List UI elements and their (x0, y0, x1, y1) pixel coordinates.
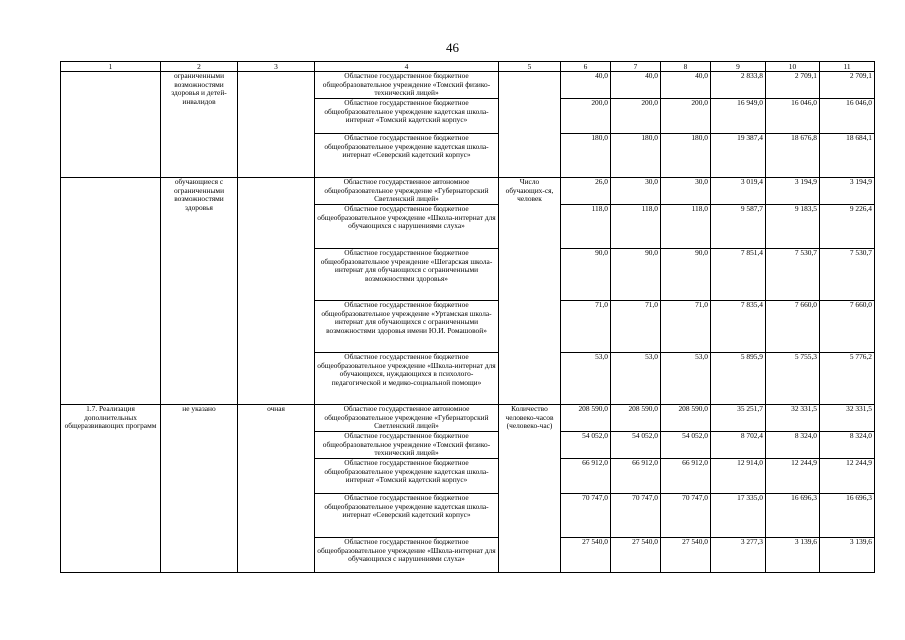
cell-value: 30,0 (611, 178, 661, 205)
column-header: 7 (611, 62, 661, 72)
cell-value: 18 676,8 (766, 134, 820, 178)
cell-value: 35 251,7 (711, 405, 766, 432)
cell-value: 7 530,7 (766, 249, 820, 301)
cell-value: 118,0 (561, 205, 611, 249)
cell-value: 16 696,3 (766, 494, 820, 538)
cell-value: 180,0 (661, 134, 711, 178)
cell-value: 2 709,1 (766, 72, 820, 99)
cell-value: 180,0 (561, 134, 611, 178)
cell-value: 3 139,6 (820, 538, 875, 573)
cell-institution: Областное государственное бюджетное общеобразовательное учреждение кадетская школа-интернат «Северский кадетский корпус» (315, 494, 499, 538)
column-header: 6 (561, 62, 611, 72)
cell-value: 16 949,0 (711, 99, 766, 134)
cell-value: 16 046,0 (766, 99, 820, 134)
cell-category: обучающиеся с ограниченными возможностями здоровья (161, 178, 238, 405)
cell-form: очная (238, 405, 315, 573)
cell-institution: Областное государственное бюджетное общеобразовательное учреждение «Уртамская школа-интернат для обучающихся с ограниченными возможностями здоровья имени Ю.И. Ромашовой» (315, 301, 499, 353)
cell-value: 90,0 (561, 249, 611, 301)
cell-value: 200,0 (561, 99, 611, 134)
cell-value: 200,0 (611, 99, 661, 134)
budget-table (60, 61, 875, 573)
cell-institution: Областное государственное бюджетное общеобразовательное учреждение «Школа-интернат для обучающихся с нарушениями слуха» (315, 205, 499, 249)
cell-value: 71,0 (611, 301, 661, 353)
cell-value: 12 244,9 (820, 459, 875, 494)
cell-value: 16 046,0 (820, 99, 875, 134)
cell-value: 9 226,4 (820, 205, 875, 249)
cell-value: 71,0 (661, 301, 711, 353)
cell-category: ограниченными возможностями здоровья и детей-инвалидов (161, 72, 238, 178)
cell-value: 54 052,0 (611, 432, 661, 459)
cell-value: 3 194,9 (766, 178, 820, 205)
cell-value: 8 702,4 (711, 432, 766, 459)
column-header: 1 (61, 62, 161, 72)
cell-value: 12 914,0 (711, 459, 766, 494)
cell-institution: Областное государственное бюджетное общеобразовательное учреждение кадетская школа-интернат «Томский кадетский корпус» (315, 99, 499, 134)
cell-value: 12 244,9 (766, 459, 820, 494)
cell-value: 118,0 (611, 205, 661, 249)
column-header: 5 (499, 62, 561, 72)
cell-value: 32 331,5 (820, 405, 875, 432)
cell-institution: Областное государственное бюджетное общеобразовательное учреждение «Томский физико-технический лицей» (315, 432, 499, 459)
cell-value: 18 684,1 (820, 134, 875, 178)
cell-value: 90,0 (611, 249, 661, 301)
cell-value: 90,0 (661, 249, 711, 301)
cell-institution: Областное государственное бюджетное общеобразовательное учреждение «Школа-интернат для обучающихся, нуждающихся в психолого-педагогической и медико-социальной помощи» (315, 353, 499, 405)
cell-value: 5 755,3 (766, 353, 820, 405)
cell-value: 19 387,4 (711, 134, 766, 178)
cell-indicator: Количество человеко-часов (человеко-час) (499, 405, 561, 573)
cell-institution: Областное государственное бюджетное общеобразовательное учреждение «Томский физико-технический лицей» (315, 72, 499, 99)
cell-institution: Областное государственное бюджетное общеобразовательное учреждение «Шегарская школа-интернат для обучающихся с ограниченными возможностями здоровья» (315, 249, 499, 301)
column-header: 2 (161, 62, 238, 72)
cell-value: 3 019,4 (711, 178, 766, 205)
cell-institution: Областное государственное бюджетное общеобразовательное учреждение кадетская школа-интернат «Северский кадетский корпус» (315, 134, 499, 178)
cell-value: 70 747,0 (561, 494, 611, 538)
cell-service (61, 178, 161, 405)
cell-indicator: Число обучающих-ся, человек (499, 178, 561, 405)
cell-value: 17 335,0 (711, 494, 766, 538)
page-number: 46 (446, 40, 459, 55)
cell-value: 66 912,0 (661, 459, 711, 494)
cell-value: 53,0 (611, 353, 661, 405)
cell-form (238, 72, 315, 178)
cell-value: 70 747,0 (611, 494, 661, 538)
column-header: 11 (820, 62, 875, 72)
cell-value: 7 530,7 (820, 249, 875, 301)
cell-value: 26,0 (561, 178, 611, 205)
cell-value: 9 183,5 (766, 205, 820, 249)
cell-value: 30,0 (661, 178, 711, 205)
cell-value: 118,0 (661, 205, 711, 249)
column-header: 3 (238, 62, 315, 72)
cell-value: 7 660,0 (766, 301, 820, 353)
column-header: 8 (661, 62, 711, 72)
cell-indicator (499, 72, 561, 178)
cell-value: 7 851,4 (711, 249, 766, 301)
cell-value: 16 696,3 (820, 494, 875, 538)
cell-value: 2 709,1 (820, 72, 875, 99)
cell-value: 27 540,0 (611, 538, 661, 573)
cell-value: 8 324,0 (766, 432, 820, 459)
cell-value: 9 587,7 (711, 205, 766, 249)
cell-institution: Областное государственное автономное общеобразовательное учреждение «Губернаторский Светленский лицей» (315, 178, 499, 205)
cell-value: 54 052,0 (661, 432, 711, 459)
table-row (61, 178, 875, 205)
cell-institution: Областное государственное автономное общеобразовательное учреждение «Губернаторский Светленский лицей» (315, 405, 499, 432)
cell-value: 7 660,0 (820, 301, 875, 353)
cell-value: 180,0 (611, 134, 661, 178)
cell-institution: Областное государственное бюджетное общеобразовательное учреждение кадетская школа-интернат «Томский кадетский корпус» (315, 459, 499, 494)
cell-value: 208 590,0 (561, 405, 611, 432)
table-row (61, 405, 875, 432)
cell-value: 200,0 (661, 99, 711, 134)
cell-value: 66 912,0 (611, 459, 661, 494)
cell-institution: Областное государственное бюджетное общеобразовательное учреждение «Школа-интернат для обучающихся с нарушениями слуха» (315, 538, 499, 573)
cell-value: 5 895,9 (711, 353, 766, 405)
cell-value: 54 052,0 (561, 432, 611, 459)
cell-value: 71,0 (561, 301, 611, 353)
table-row (61, 72, 875, 99)
cell-value: 2 833,8 (711, 72, 766, 99)
column-header: 10 (766, 62, 820, 72)
cell-service (61, 72, 161, 178)
cell-value: 53,0 (561, 353, 611, 405)
cell-value: 40,0 (561, 72, 611, 99)
cell-category: не указано (161, 405, 238, 573)
cell-value: 3 194,9 (820, 178, 875, 205)
cell-value: 208 590,0 (661, 405, 711, 432)
cell-value: 40,0 (661, 72, 711, 99)
cell-value: 53,0 (661, 353, 711, 405)
cell-service: 1.7. Реализация дополнительных общеразвивающих программ (61, 405, 161, 573)
cell-value: 5 776,2 (820, 353, 875, 405)
cell-value: 3 139,6 (766, 538, 820, 573)
cell-value: 27 540,0 (561, 538, 611, 573)
cell-form (238, 178, 315, 405)
cell-value: 27 540,0 (661, 538, 711, 573)
cell-value: 70 747,0 (661, 494, 711, 538)
cell-value: 66 912,0 (561, 459, 611, 494)
column-header: 9 (711, 62, 766, 72)
cell-value: 208 590,0 (611, 405, 661, 432)
cell-value: 3 277,3 (711, 538, 766, 573)
cell-value: 7 835,4 (711, 301, 766, 353)
cell-value: 8 324,0 (820, 432, 875, 459)
column-header: 4 (315, 62, 499, 72)
cell-value: 40,0 (611, 72, 661, 99)
cell-value: 32 331,5 (766, 405, 820, 432)
header-row (61, 62, 875, 72)
